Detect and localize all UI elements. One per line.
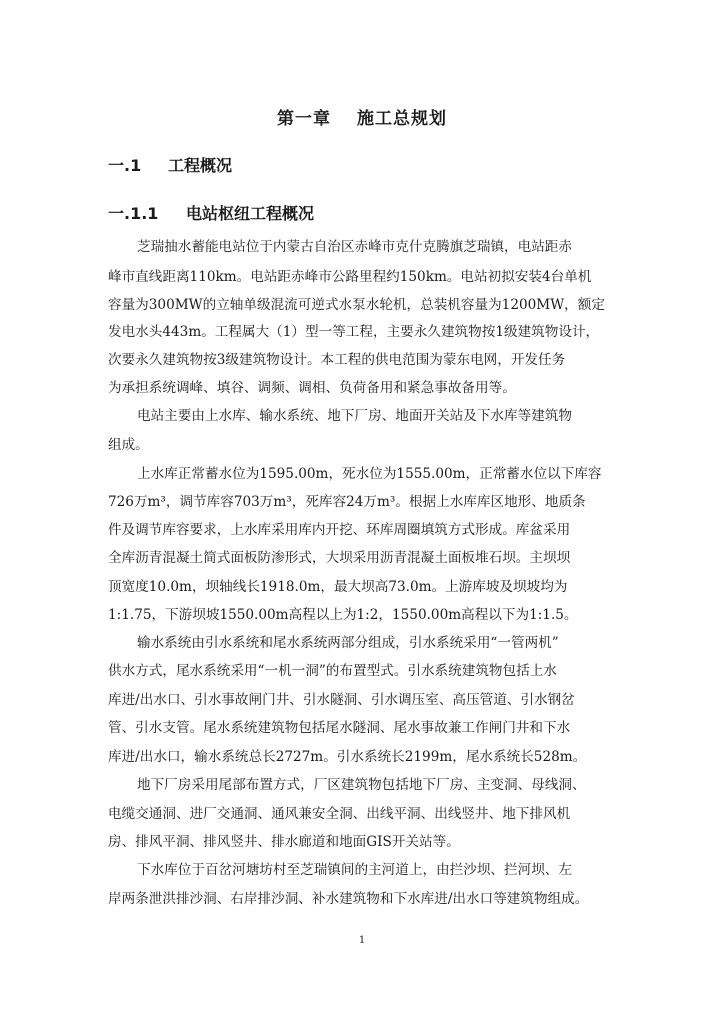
paragraph-4-line-3: 库进/出水口、引水事故闸门井、引水隧洞、引水调压室、高压管道、引水钢岔 — [108, 692, 575, 708]
paragraph-1-line-3: 容量为300MW的立轴单级混流可逆式水泵水轮机，总装机容量为1200MW，额定 — [108, 297, 605, 313]
paragraph-4-line-2: 供水方式，尾水系统采用“一机一洞”的布置型式。引水系统建筑物包括上水 — [108, 663, 557, 679]
paragraph-6-line-1: 下水库位于百岔河塘坊村至芝瑞镇间的主河道上，由拦沙坝、拦河坝、左 — [137, 862, 572, 878]
section-title: 工程概况 — [168, 156, 233, 175]
page-number: 1 — [358, 935, 366, 946]
paragraph-1-line-5: 次要永久建筑物按3级建筑物设计。本工程的供电范围为蒙东电网，开发任务 — [108, 352, 566, 368]
section-number: 一.1 — [108, 156, 142, 175]
paragraph-2-line-2: 组成。 — [108, 437, 149, 453]
paragraph-3-line-4: 全库沥青混凝土简式面板防渗形式，大坝采用沥青混凝土面板堆石坝。主坝坝 — [108, 550, 571, 566]
paragraph-6-line-2: 岸两条泄洪排沙洞、右岸排沙洞、补水建筑物和下水库进/出水口等建筑物组成。 — [108, 891, 589, 907]
section-heading — [108, 153, 232, 176]
paragraph-2-line-1: 电站主要由上水库、输水系统、地下厂房、地面开关站及下水库等建筑物 — [137, 408, 572, 424]
paragraph-3-line-6: 1:1.75，下游坝坡1550.00m高程以上为1:2，1550.00m高程以下为1:1.5。 — [108, 607, 578, 623]
chapter-title — [0, 104, 724, 129]
paragraph-3-line-2: 726万m³，调节库容703万m³，死库容24万m³。根据上水库库区地形、地质条 — [108, 494, 586, 510]
paragraph-1-line-2: 峰市直线距离110km。电站距赤峰市公路里程约150km。电站初拟安装4台单机 — [108, 269, 592, 285]
subsection-title: 电站枢纽工程概况 — [186, 204, 315, 223]
paragraph-4-line-1: 输水系统由引水系统和尾水系统两部分组成，引水系统采用“一管两机” — [137, 635, 559, 651]
chapter-heading: 施工总规划 — [357, 109, 447, 129]
paragraph-5-line-1: 地下厂房采用尾部布置方式，厂区建筑物包括地下厂房、主变洞、母线洞、 — [137, 777, 586, 793]
paragraph-5-line-3: 房、排风平洞、排风竖井、排水廊道和地面GIS开关站等。 — [108, 834, 460, 850]
subsection-number: 一.1.1 — [108, 204, 159, 223]
paragraph-1-line-4: 发电水头443m。工程属大（1）型一等工程，主要永久建筑物按1级建筑物设计， — [108, 324, 600, 340]
paragraph-1-line-6: 为承担系统调峰、填谷、调频、调相、负荷备用和紧急事故备用等。 — [108, 380, 516, 396]
paragraph-1-line-1: 芝瑞抽水蓄能电站位于内蒙古自治区赤峰市克什克腾旗芝瑞镇，电站距赤 — [137, 239, 572, 255]
paragraph-4-line-4: 管、引水支管。尾水系统建筑物包括尾水隧洞、尾水事故兼工作闸门井和下水 — [108, 720, 571, 736]
paragraph-3-line-1: 上水库正常蓄水位为1595.00m，死水位为1555.00m，正常蓄水位以下库容 — [137, 466, 602, 482]
subsection-heading — [108, 201, 314, 224]
chapter-number: 第一章 — [277, 109, 331, 129]
paragraph-4-line-5: 库进/出水口，输水系统总长2727m。引水系统长2199m，尾水系统长528m。 — [108, 749, 587, 765]
paragraph-3-line-5: 顶宽度10.0m，坝轴线长1918.0m，最大坝高73.0m。上游库坡及坝坡均为 — [108, 579, 568, 595]
paragraph-3-line-3: 件及调节库容要求，上水库采用库内开挖、环库周圈填筑方式形成。库盆采用 — [108, 522, 571, 538]
paragraph-5-line-2: 电缆交通洞、进厂交通洞、通风兼安全洞、出线平洞、出线竖井、地下排风机 — [108, 806, 571, 822]
